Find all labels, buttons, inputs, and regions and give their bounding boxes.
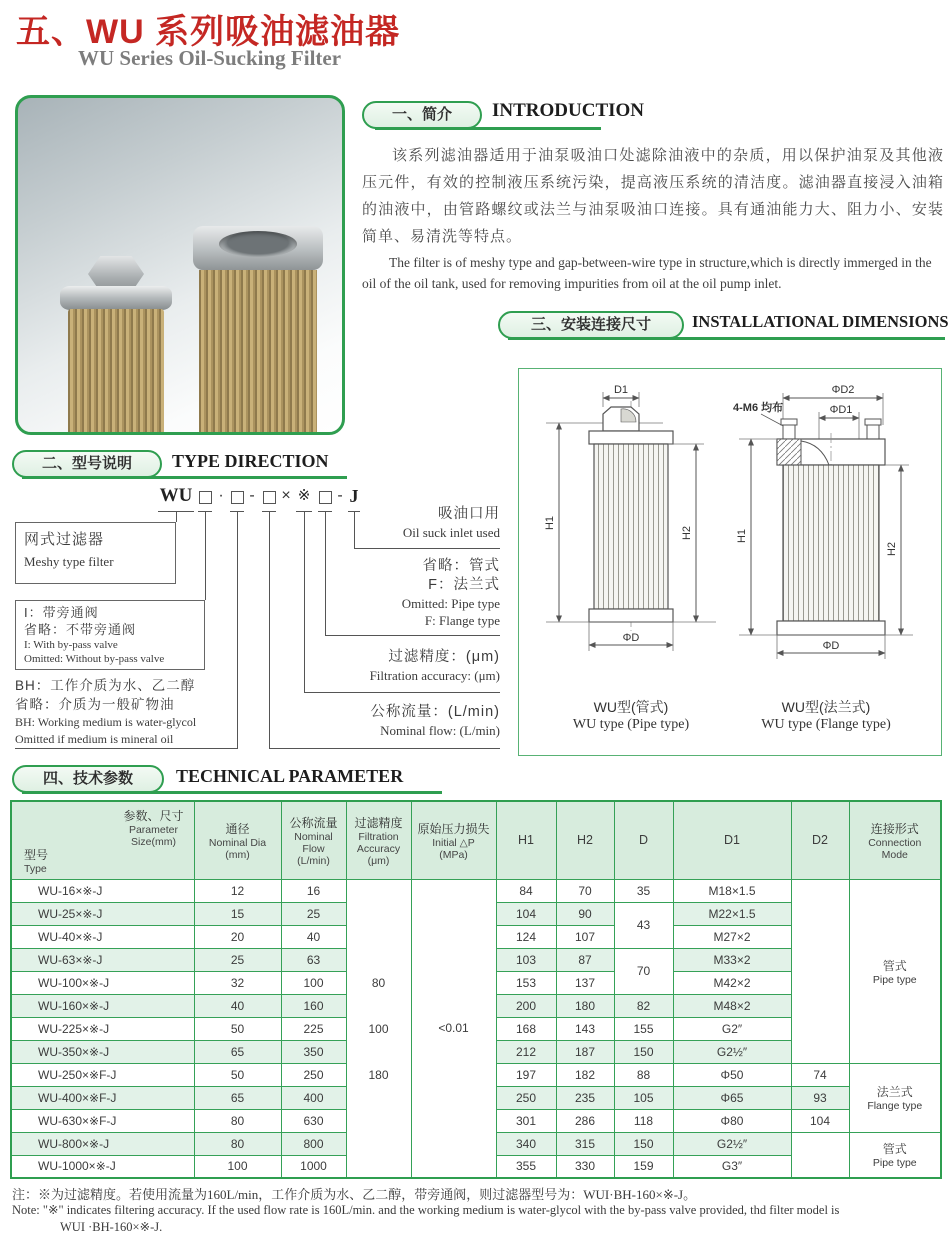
- flange-caption-zh: WU型(法兰式): [781, 699, 871, 715]
- intro-paragraph-zh: 该系列滤油器适用于油泵吸油口处滤除油液中的杂质，用以保护油泵及其他液压元件，有效的控制液压系统污染，提高液压系统的清洁度。滤油器直接浸入油箱的油液中，由管路螺纹或法兰与油泵吸油口连接。具有通油能力大、阻力小、安装简单、易清洗等特点。: [362, 147, 944, 245]
- pipe-caption-en: WU type (Pipe type): [572, 717, 690, 732]
- dim-label-h2: H2: [681, 525, 693, 541]
- type-section-pill: 二、型号说明: [12, 450, 162, 478]
- code-box-flow: [262, 484, 276, 512]
- label-en1: BH: Working medium is water-glycol: [15, 715, 197, 729]
- label-zh2: F：法兰式: [428, 577, 500, 593]
- value-cell: 80: [194, 1109, 281, 1132]
- code-box-medium: [230, 484, 244, 512]
- note-en-line1: Note: "※" indicates filtering accuracy. If the used flow rate is 160L/min. and the working medium is water-glycol with the by-pass valve provided, thd filter model is: [12, 1203, 840, 1217]
- connector-line: [304, 692, 500, 693]
- dim-label-h1: H1: [736, 528, 748, 544]
- header-corner: [11, 801, 194, 879]
- value-cell: M42×2: [673, 971, 791, 994]
- value-cell: 182: [556, 1063, 614, 1086]
- value-cell: 103: [496, 948, 556, 971]
- label-nominal-flow: [370, 702, 500, 740]
- header-d1: D1: [673, 801, 791, 879]
- note-zh: 注：※为过滤精度。若使用流量为160L/min，工作介质为水、乙二醇，带旁通阀，则过滤器型号为：WUI·BH-160×※-J。: [12, 1187, 697, 1202]
- label-zh: 过滤精度：(μm): [388, 649, 500, 665]
- label-en1: I: With by-pass valve: [24, 639, 118, 651]
- value-cell: G2″: [673, 1017, 791, 1040]
- corner-type-en: Type: [24, 862, 47, 875]
- model-cell: WU-40×※-J: [11, 925, 194, 948]
- label-bypass-valve: [15, 600, 205, 670]
- code-dash1: -: [249, 487, 255, 504]
- connector-line: [269, 512, 270, 749]
- value-cell: 235: [556, 1086, 614, 1109]
- label-zh1: I：带旁通阀: [24, 605, 99, 620]
- value-cell: 65: [194, 1040, 281, 1063]
- dim-label-phid: ΦD: [822, 640, 840, 652]
- product-photo: [15, 95, 345, 435]
- value-cell: M18×1.5: [673, 879, 791, 902]
- model-cell: WU-100×※-J: [11, 971, 194, 994]
- value-cell: 105: [614, 1086, 673, 1109]
- value-cell: Φ50: [673, 1063, 791, 1086]
- tech-section-title: TECHNICAL PARAMETER: [176, 766, 404, 786]
- code-box-bypass: [198, 484, 212, 512]
- value-cell: 93: [791, 1086, 849, 1109]
- value-cell: 70: [614, 948, 673, 994]
- value-cell: 104: [791, 1109, 849, 1132]
- label-en: Meshy type filter: [24, 554, 114, 569]
- corner-type-zh: 型号: [24, 847, 49, 862]
- label-filtration-accuracy: [370, 647, 500, 685]
- dims-section-pill: 三、安装连接尺寸: [498, 311, 684, 339]
- value-cell: 124: [496, 925, 556, 948]
- value-cell: 32: [194, 971, 281, 994]
- value-cell: 153: [496, 971, 556, 994]
- table-header-row: [11, 801, 941, 879]
- model-cell: WU-63×※-J: [11, 948, 194, 971]
- value-cell: 225: [281, 1017, 346, 1040]
- value-cell: 20: [194, 925, 281, 948]
- value-cell: 80: [194, 1132, 281, 1155]
- connector-line: [354, 548, 500, 549]
- value-cell: 107: [556, 925, 614, 948]
- label-zh2: 省略：介质为一般矿物油: [15, 697, 175, 712]
- pipe-caption-zh: WU型(管式): [593, 699, 669, 715]
- value-cell: 65: [194, 1086, 281, 1109]
- label-zh: 公称流量：(L/min): [370, 704, 500, 720]
- label-en: Nominal flow: (L/min): [380, 723, 500, 738]
- header-connection-mode: 连接形式 Connection Mode: [849, 801, 941, 879]
- value-cell: 118: [614, 1109, 673, 1132]
- model-cell: WU-800×※-J: [11, 1132, 194, 1155]
- value-cell: 197: [496, 1063, 556, 1086]
- intro-section-pill: 一、简介: [362, 101, 482, 129]
- value-cell: Φ65: [673, 1086, 791, 1109]
- value-cell: 90: [556, 902, 614, 925]
- filter-photo-large: [193, 226, 323, 435]
- value-cell: 800: [281, 1132, 346, 1155]
- header-initial-dp: 原始压力损失 Initial △P (MPa): [411, 801, 496, 879]
- value-cell: 340: [496, 1132, 556, 1155]
- value-cell: 82: [614, 994, 673, 1017]
- value-cell: 315: [556, 1132, 614, 1155]
- value-cell: 250: [496, 1086, 556, 1109]
- corner-param-zh: 参数、尺寸: [123, 809, 184, 823]
- tech-section-pill: 四、技术参数: [12, 765, 164, 793]
- code-dash2: -: [337, 487, 343, 504]
- label-working-medium: [15, 676, 255, 748]
- label-zh: 吸油口用: [438, 506, 500, 522]
- model-cell: WU-225×※-J: [11, 1017, 194, 1040]
- value-cell: 50: [194, 1017, 281, 1040]
- dim-label-phid1: ΦD1: [829, 404, 853, 416]
- code-dot: ·: [218, 487, 224, 504]
- model-code-prefix: WU: [158, 484, 194, 512]
- model-cell: WU-160×※-J: [11, 994, 194, 1017]
- flange-type-drawing: [731, 381, 921, 696]
- connector-line: [176, 512, 177, 522]
- model-cell: WU-400×※F-J: [11, 1086, 194, 1109]
- dimension-drawings-panel: [518, 368, 942, 756]
- intro-section-title: INTRODUCTION: [492, 100, 645, 121]
- value-cell: 1000: [281, 1155, 346, 1178]
- value-cell: 355: [496, 1155, 556, 1178]
- value-cell: 100: [281, 971, 346, 994]
- value-cell: 155: [614, 1017, 673, 1040]
- value-cell: 16: [281, 879, 346, 902]
- model-cell: WU-1000×※-J: [11, 1155, 194, 1178]
- value-cell: 630: [281, 1109, 346, 1132]
- value-cell: G2½″: [673, 1132, 791, 1155]
- value-cell: 200: [496, 994, 556, 1017]
- header-nominal-dia: 通径 Nominal Dia (mm): [194, 801, 281, 879]
- header-nominal-flow: 公称流量 Nominal Flow (L/min): [281, 801, 346, 879]
- value-cell: 100: [194, 1155, 281, 1178]
- value-cell: 43: [614, 902, 673, 948]
- code-star-accuracy: ※: [296, 484, 312, 512]
- value-cell: M27×2: [673, 925, 791, 948]
- value-cell: 12: [194, 879, 281, 902]
- value-cell: 87: [556, 948, 614, 971]
- label-zh2: 省略：不带旁通阀: [24, 622, 137, 637]
- model-cell: WU-630×※F-J: [11, 1109, 194, 1132]
- value-cell: 180: [556, 994, 614, 1017]
- technical-parameter-table: [10, 800, 942, 1179]
- value-cell: 70: [556, 879, 614, 902]
- value-cell: 212: [496, 1040, 556, 1063]
- top-flange: [60, 286, 172, 310]
- model-code-suffix: J: [348, 484, 360, 512]
- flange-type-caption: [731, 697, 921, 733]
- value-cell: 40: [194, 994, 281, 1017]
- connector-line: [325, 512, 326, 636]
- value-cell: 15: [194, 902, 281, 925]
- value-cell: 35: [614, 879, 673, 902]
- code-box-connection: [318, 484, 332, 512]
- code-times: ×: [281, 487, 291, 504]
- header-d: D: [614, 801, 673, 879]
- value-cell: 137: [556, 971, 614, 994]
- label-en: Oil suck inlet used: [402, 525, 500, 540]
- header-filtration-accuracy: 过滤精度 Filtration Accuracy (μm): [346, 801, 411, 879]
- flange-caption-en: WU type (Flange type): [761, 717, 891, 732]
- value-cell: 400: [281, 1086, 346, 1109]
- header-h1: H1: [496, 801, 556, 879]
- value-cell: [791, 879, 849, 1063]
- value-cell: <0.01: [411, 879, 496, 1178]
- value-cell: 350: [281, 1040, 346, 1063]
- value-cell: G2½″: [673, 1040, 791, 1063]
- value-cell: 管式 Pipe type: [849, 1132, 941, 1178]
- label-en1: Omitted: Pipe type: [401, 596, 500, 611]
- label-zh: 网式过滤器: [24, 531, 105, 548]
- value-cell: 25: [194, 948, 281, 971]
- value-cell: 330: [556, 1155, 614, 1178]
- label-en2: Omitted: Without by-pass valve: [24, 653, 165, 665]
- filter-photo-small: [60, 256, 172, 435]
- value-cell: M33×2: [673, 948, 791, 971]
- connector-line: [325, 635, 500, 636]
- value-cell: 88: [614, 1063, 673, 1086]
- corner-param-en1: Parameter: [128, 824, 178, 836]
- value-cell: 250: [281, 1063, 346, 1086]
- value-cell: 管式 Pipe type: [849, 879, 941, 1063]
- page-subtitle: WU Series Oil-Sucking Filter: [78, 46, 342, 70]
- dim-label-phid: ΦD: [622, 632, 640, 644]
- model-cell: WU-350×※-J: [11, 1040, 194, 1063]
- label-oil-suck-inlet: [403, 504, 500, 542]
- label-en2: Omitted if medium is mineral oil: [15, 732, 174, 746]
- label-en2: F: Flange type: [424, 613, 500, 628]
- value-cell: 法兰式 Flange type: [849, 1063, 941, 1132]
- pipe-type-drawing: [541, 383, 721, 693]
- value-cell: 74: [791, 1063, 849, 1086]
- cap-opening: [219, 231, 297, 257]
- value-cell: Φ80: [673, 1109, 791, 1132]
- value-cell: M22×1.5: [673, 902, 791, 925]
- model-cell: WU-16×※-J: [11, 879, 194, 902]
- value-cell: 187: [556, 1040, 614, 1063]
- value-cell: 150: [614, 1132, 673, 1155]
- filter-body: [68, 309, 164, 435]
- value-cell: 301: [496, 1109, 556, 1132]
- value-cell: 50: [194, 1063, 281, 1086]
- value-cell: [791, 1132, 849, 1178]
- label-en: Filtration accuracy: (μm): [369, 668, 500, 683]
- note-en-line2: WUI ·BH-160×※-J.: [60, 1220, 163, 1234]
- model-cell: WU-25×※-J: [11, 902, 194, 925]
- filter-body: [199, 270, 317, 435]
- tech-table-body: [11, 879, 941, 1178]
- value-cell: 25: [281, 902, 346, 925]
- pipe-type-caption: [541, 697, 721, 733]
- value-cell: G3″: [673, 1155, 791, 1178]
- type-section-title: TYPE DIRECTION: [172, 451, 329, 471]
- value-cell: M48×2: [673, 994, 791, 1017]
- value-cell: 160: [281, 994, 346, 1017]
- value-cell: 150: [614, 1040, 673, 1063]
- corner-param-en2: Size(mm): [131, 836, 176, 848]
- value-cell: 40: [281, 925, 346, 948]
- value-cell: 84: [496, 879, 556, 902]
- dim-label-phid2: ΦD2: [831, 384, 855, 396]
- connector-line: [354, 512, 355, 549]
- connector-line: [269, 748, 500, 749]
- dim-label-h1: H1: [544, 515, 556, 531]
- value-cell: 104: [496, 902, 556, 925]
- model-cell: WU-250×※F-J: [11, 1063, 194, 1086]
- dim-label-d1: D1: [613, 384, 629, 396]
- header-h2: H2: [556, 801, 614, 879]
- label-connection-type: [402, 557, 500, 629]
- value-cell: 159: [614, 1155, 673, 1178]
- dim-label-h2: H2: [886, 541, 898, 557]
- value-cell: 80 100 180: [346, 879, 411, 1178]
- header-d2: D2: [791, 801, 849, 879]
- label-zh1: BH：工作介质为水、乙二醇: [15, 678, 196, 693]
- connector-line: [205, 512, 206, 600]
- value-cell: 286: [556, 1109, 614, 1132]
- connector-line: [304, 512, 305, 693]
- label-zh1: 省略：管式: [422, 558, 500, 574]
- dims-section-title: INSTALLATIONAL DIMENSIONS: [692, 312, 949, 331]
- value-cell: 168: [496, 1017, 556, 1040]
- dim-label-bolts: 4-M6 均布: [733, 402, 784, 414]
- label-meshy-filter: [15, 522, 176, 584]
- value-cell: 63: [281, 948, 346, 971]
- page-title: 五、WU 系列吸油滤油器: [16, 13, 401, 51]
- value-cell: 143: [556, 1017, 614, 1040]
- table-row: [11, 879, 941, 902]
- intro-paragraph-en: The filter is of meshy type and gap-between-wire type in structure,which is directly immerged in the oil of the oil tank, used for removing impurities from oil at the oil pump inlet.: [362, 255, 932, 291]
